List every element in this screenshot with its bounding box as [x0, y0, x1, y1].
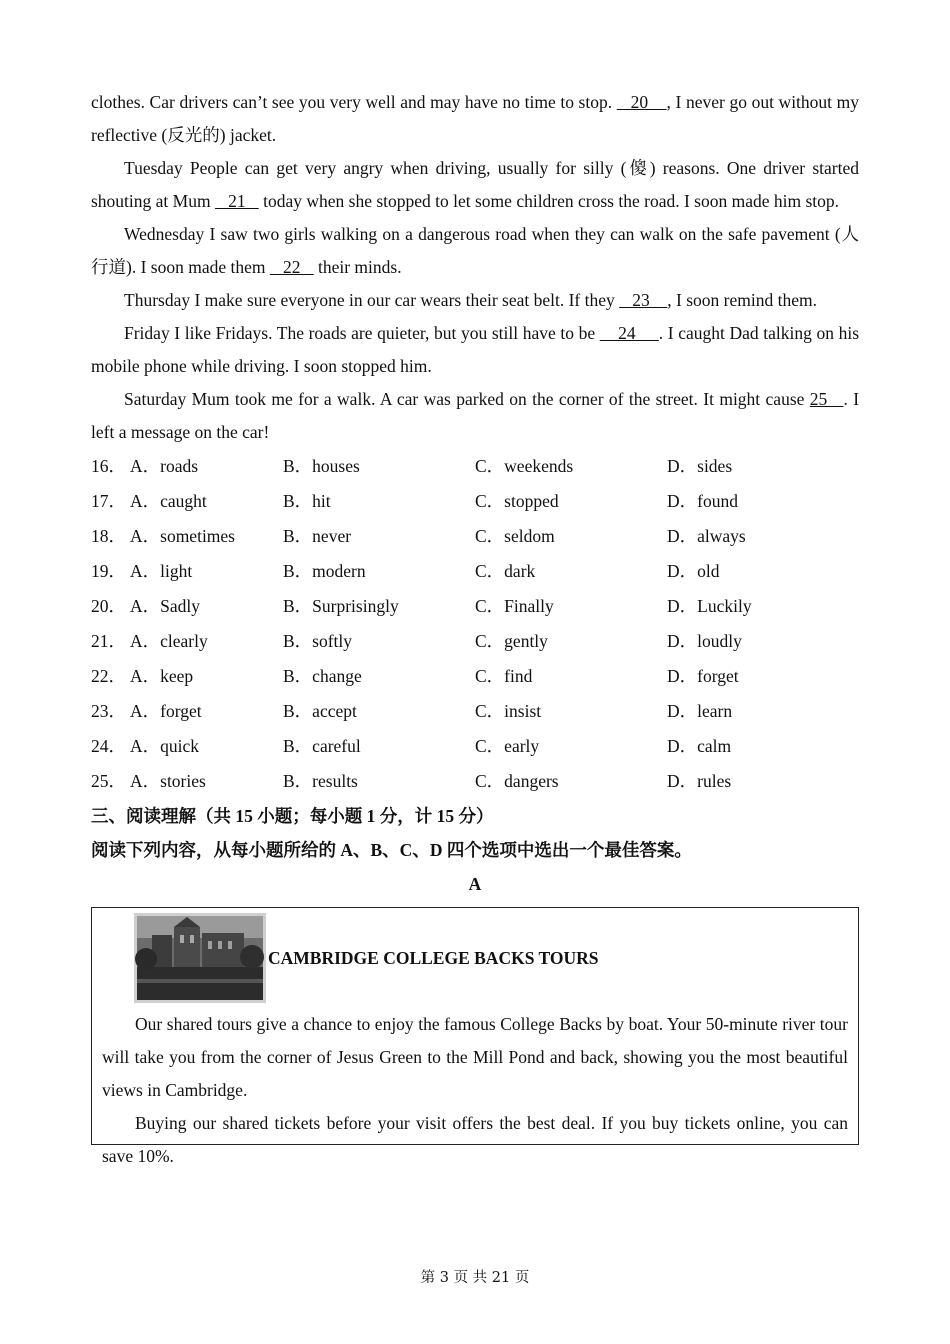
passage-letter: A — [468, 874, 482, 894]
passage-paragraph-1: clothes. Car drivers can’t see you very well and may have no time to stop. 20 , I never go out without my reflective (反光的) jacket. — [91, 92, 860, 145]
passage-paragraph-saturday: Saturday Mum took me for a walk. A car was parked on the corner of the street. It might cause 25 . I left a message on the car! — [91, 389, 860, 442]
passage-paragraph-wednesday: Wednesday I saw two girls walking on a dangerous road when they can walk on the safe pavement (人行道). I soon made them 22 their minds. — [91, 224, 859, 277]
question-row: 24． A．quick B．careful C．early D．calm — [91, 736, 732, 756]
blank-24: 24 — [599, 323, 659, 343]
page-content — [91, 86, 860, 1166]
question-row: 25． A．stories B．results C．dangers D．rules — [91, 771, 732, 791]
question-row: 19． A．light B．modern C．dark D．old — [91, 561, 720, 581]
advert-title: CAMBRIDGE COLLEGE BACKS TOURS — [268, 947, 599, 968]
passage-paragraph-tuesday: Tuesday People can get very angry when driving, usually for silly (傻) reasons. One driver started shouting at Mum 21 today when she stopped to let some children cross the road. I soon made him stop. — [91, 158, 859, 211]
blank-22: 22 — [269, 257, 314, 277]
blank-23: 23 — [619, 290, 668, 310]
question-row: 16． A．roads B．houses C．weekends D．sides — [91, 456, 733, 476]
blank-25: 25 — [809, 389, 844, 409]
tour-advert-box — [91, 907, 859, 1166]
passage-paragraph-friday: Friday I like Fridays. The roads are quieter, but you still have to be 24 . I caught Dad talking on his mobile phone while driving. I soon stopped him. — [91, 323, 860, 376]
college-photo — [134, 913, 266, 1003]
advert-paragraph-1: Our shared tours give a chance to enjoy the famous College Backs by boat. Your 50-minute river tour will take you from the corner of Jesus Green to the Mill Pond and back, showing you the most beautiful views in Cambridge. — [102, 1014, 848, 1100]
question-row: 22． A．keep B．change C．find D．forget — [91, 666, 739, 686]
advert-paragraph-2: Buying our shared tickets before your visit offers the best deal. If you buy tickets online, you can save 10%. — [102, 1113, 848, 1166]
question-row: 23． A．forget B．accept C．insist D．learn — [91, 701, 733, 721]
question-row: 20． A．Sadly B．Surprisingly C．Finally D．Luckily — [91, 596, 752, 616]
advert-header — [134, 908, 848, 1008]
section-heading: 三、阅读理解（共 15 小题；每小题 1 分，计 15 分） — [91, 806, 494, 826]
blank-21: 21 — [214, 191, 259, 211]
section-instruction: 阅读下列内容，从每小题所给的 A、B、C、D 四个选项中选出一个最佳答案。 — [91, 840, 692, 860]
page-footer: 第 3 页 共 21 页 — [420, 1270, 530, 1286]
question-row: 21． A．clearly B．softly C．gently D．loudly — [91, 631, 742, 651]
passage-paragraph-thursday: Thursday I make sure everyone in our car wears their seat belt. If they 23 , I soon remind them. — [124, 290, 817, 310]
question-list — [91, 449, 859, 799]
question-row: 17． A．caught B．hit C．stopped D．found — [91, 491, 738, 511]
question-row: 18． A．sometimes B．never C．seldom D．always — [91, 526, 746, 546]
blank-20: 20 — [616, 92, 667, 112]
